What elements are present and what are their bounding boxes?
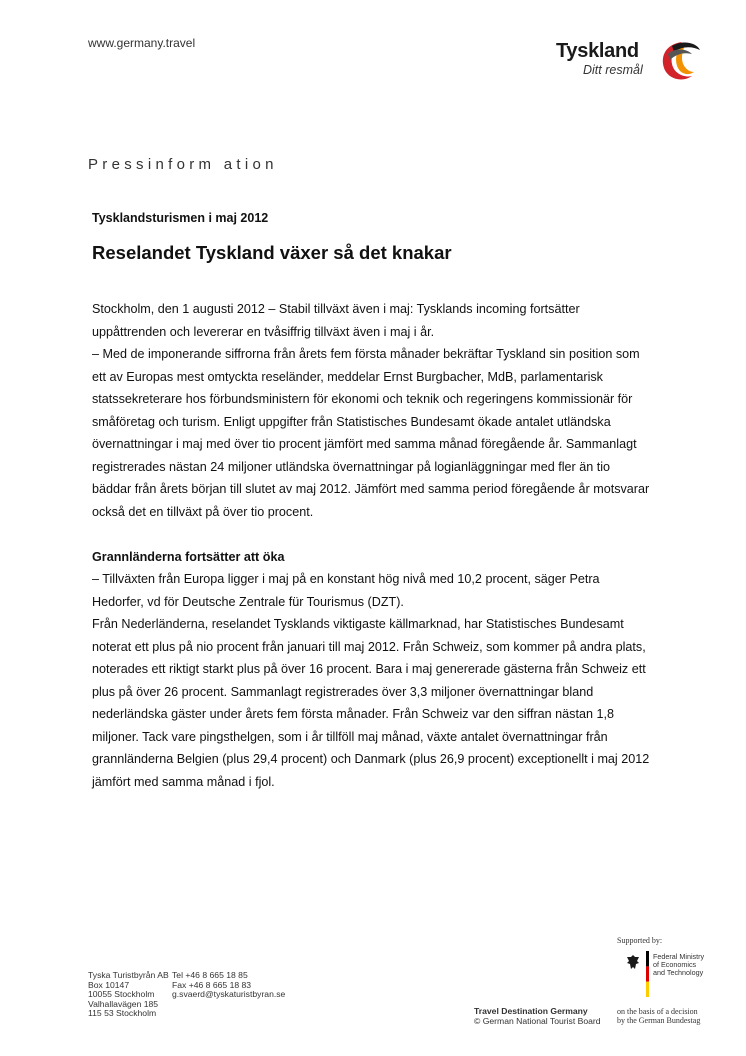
paragraph: Stockholm, den 1 augusti 2012 – Stabil tillväxt även i maj: Tysklands incoming fortsätter uppåttrenden och levererar en tvåsiffrig tillväxt även i maj i år.: [92, 302, 580, 339]
email-link[interactable]: g.svaerd@tyskaturistbyran.se: [172, 989, 286, 1000]
website-url[interactable]: www.germany.travel: [88, 36, 196, 50]
logo-tagline: Ditt resmål: [583, 63, 643, 77]
paragraph: – Med de imponerande siffrorna från årets fem första månader bekräftar Tyskland sin position som ett av Europas mest omtyckta reseländer, meddelar Ernst Burgbacher, MdB, parlamentarisk statssekreterare hos förbundsministern för ekonomi och teknik och regeringens kommissionär för småföretag och turism. Enligt uppgifter från Statistisches Bundesamt ökade antalet utländska övernattningar i maj med över tio procent jämfört med samma månad föregående år. Sammanlagt registrerades nästan 24 miljoner utländska övernattningar på logianläggningar med fler än tio bäddar från årets början till slutet av maj 2012. Jämfört med samma period föregående år motsvarar också det en tillväxt på över tio procent.: [92, 347, 650, 519]
paragraph: – Tillväxten från Europa ligger i maj på en konstant hög nivå med 10,2 procent, säger Petra Hedorfer, vd för Deutsche Zentrale für Tourismus (DZT).: [92, 572, 600, 609]
address-line: 10055 Stockholm: [88, 989, 155, 1000]
supported-by-label: Supported by:: [617, 936, 663, 945]
address-line: Valhallavägen 185: [88, 998, 159, 1009]
eagle-swoosh-icon: [652, 36, 702, 86]
decision-line: on the basis of a decision: [617, 1007, 698, 1016]
article-body: [92, 298, 652, 793]
document-type: Pressinform ation: [88, 156, 278, 173]
decision-line: by the German Bundestag: [617, 1016, 701, 1026]
address-line: Tyska Turistbyrån AB: [88, 970, 169, 980]
ministry-line: of Economics: [653, 960, 697, 970]
headline: Reselandet Tyskland växer så det knakar: [92, 242, 452, 263]
ministry-line: and Technology: [653, 968, 704, 978]
tdg-subtitle: © German National Tourist Board: [474, 1015, 601, 1026]
footer-tdg: [474, 1007, 601, 1026]
address-line: 115 53 Stockholm: [88, 1008, 157, 1019]
logo-wordmark: Tyskland: [556, 40, 639, 62]
bundestag-decision: [617, 1007, 700, 1026]
federal-eagle-icon: [626, 954, 640, 970]
fax: Fax +46 8 665 18 83: [172, 979, 252, 990]
german-flag-bar: [646, 951, 649, 997]
footer-address: [88, 971, 169, 1019]
phone: Tel +46 8 665 18 85: [172, 970, 248, 980]
address-line: Box 10147: [88, 979, 130, 990]
ministry-line: Federal Ministry: [653, 952, 705, 961]
tdg-title: Travel Destination Germany: [474, 1006, 588, 1016]
paragraph: Från Nederländerna, reselandet Tysklands viktigaste källmarknad, har Statistisches Bundesamt noterat ett plus på nio procent från januari till maj 2012. Från Schweiz, som kommer på andra plats, noterades ett riktigt starkt plus på över 16 procent. Bara i maj genererade gästerna från Schweiz ett plus på över 26 procent. Sammanlagt registrerades över 3,3 miljoner övernattningar bland nederländska gäster under årets fem första månader. Från Schweiz var den siffran nästan 1,8 miljoner. Tack vare pingsthelgen, som i år tillföll maj månad, växte antalet övernattningar från grannländerna Belgien (plus 29,4 procent) och Danmark (plus 26,9 procent) exceptionellt i maj 2012 jämfört med samma månad i fjol.: [92, 617, 650, 789]
footer-contact: [172, 971, 285, 1000]
ministry-label: [653, 953, 704, 978]
kicker: Tysklandsturismen i maj 2012: [92, 211, 269, 225]
section-heading: Grannländerna fortsätter att öka: [92, 549, 285, 564]
